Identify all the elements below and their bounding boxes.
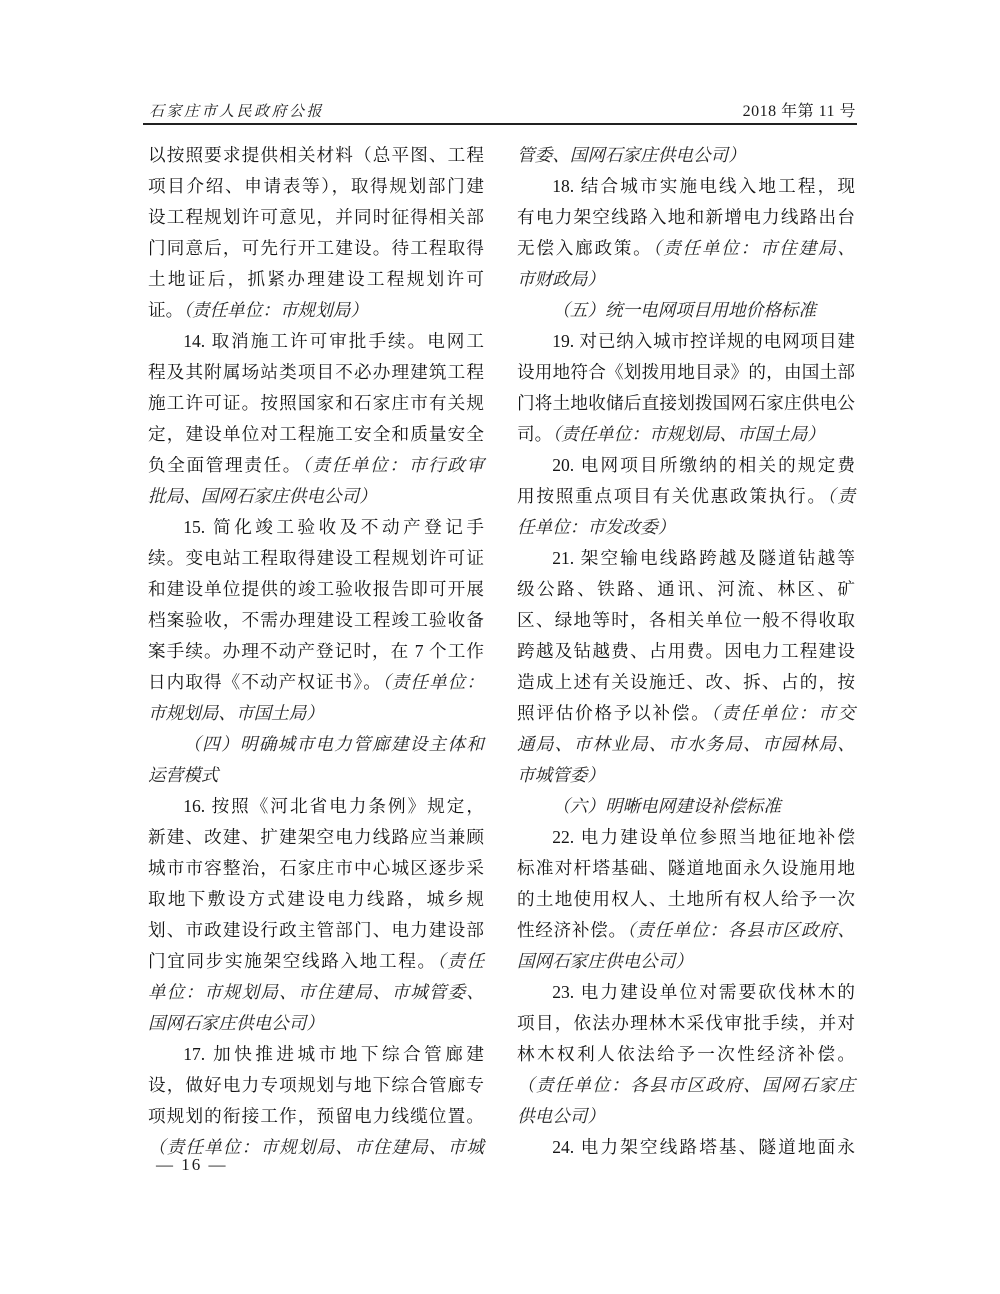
text-run: 的土地使用权人、土地所有权人给予一次 [517,889,855,909]
text-line [148,295,484,326]
text-line [517,1008,855,1039]
text-run: 16. 按照《河北省电力条例》规定， [183,796,484,816]
text-run: 19. 对已纳入城市控详规的电网项目建 [552,331,855,351]
text-line [517,171,855,202]
text-run-kai: （责任单位：市规划局） [183,300,368,320]
text-run: 司。 [517,424,553,444]
text-run: 设工程规划许可意见，并同时征得相关部 [148,207,484,227]
text-run-kai: （责任单位：市住建局、 [652,238,855,258]
text-run-kai: 单位：市规划局、市住建局、市城管委、 [148,982,484,1002]
text-run: 无偿入廊政策。 [517,238,653,258]
text-run-kai: 国网石家庄供电公司） [148,1013,324,1033]
text-run: 级公路、铁路、通讯、河流、林区、矿 [517,579,855,599]
text-line [517,202,855,233]
text-line [148,698,484,729]
text-run: 设，做好电力专项规划与地下综合管廊专 [148,1075,484,1095]
text-line [148,171,484,202]
text-line [517,946,855,977]
text-line [148,450,484,481]
text-run-kai: （责任单位：市行政审 [301,455,484,475]
text-run-kai: （责任单位：各县市区政府、 [626,920,855,940]
text-line [517,822,855,853]
text-column-left [148,140,484,1163]
text-line [148,543,484,574]
page-header [149,98,856,121]
page-number: — 16 — [156,1155,228,1174]
text-line [148,233,484,264]
page-footer [156,1149,228,1180]
text-line [148,853,484,884]
text-run-kai: （五）统一电网项目用地价格标准 [552,300,817,320]
text-run-kai: 市规划局、市国土局） [148,703,324,723]
text-run-kai: 运营模式 [148,765,219,785]
text-line [148,202,484,233]
text-run-kai: 批局、国网石家庄供电公司） [148,486,377,506]
text-run-kai: 任单位：市发改委） [517,517,676,537]
text-run: 区、绿地等时，各相关单位一般不得收取 [517,610,855,630]
text-run: 日内取得《不动产权证书》。 [148,672,382,692]
text-run: 取地下敷设方式建设电力线路，城乡规 [148,889,484,909]
text-line [148,760,484,791]
text-run: 城市市容整治，石家庄市中心城区逐步采 [148,858,484,878]
text-line [148,357,484,388]
text-run: 林木权利人依法给予一次性经济补偿。 [517,1044,855,1064]
text-line [517,543,855,574]
text-run: 施工许可证。按照国家和石家庄市有关规 [148,393,484,413]
text-line [148,264,484,295]
text-line [517,357,855,388]
text-column-right [517,140,855,1163]
text-line [148,605,484,636]
text-line [517,450,855,481]
text-line [148,1008,484,1039]
text-run: 证。 [148,300,184,320]
text-line [148,946,484,977]
text-run: 定，建设单位对工程施工安全和质量安全 [148,424,484,444]
text-line [517,481,855,512]
text-run: 和建设单位提供的竣工验收报告即可开展 [148,579,484,599]
text-line [148,977,484,1008]
text-line [148,512,484,543]
text-run-kai: （责 [826,486,855,506]
gazette-title: 石家庄市人民政府公报 [149,104,325,120]
text-run-kai: （责任单位：市交 [710,703,855,723]
text-run: 项目介绍、申请表等），取得规划部门建 [148,176,484,196]
text-run: 程及其附属场站类项目不必办理建筑工程 [148,362,484,382]
text-line [517,729,855,760]
issue-label: 2018 年第 11 号 [742,103,856,120]
text-line [517,233,855,264]
text-line [148,140,484,171]
text-run: 续。变电站工程取得建设工程规划许可证 [148,548,484,568]
text-run-kai: （责任单位：市规划局、市国土局） [552,424,825,444]
text-run: 土地证后，抓紧办理建设工程规划许可 [148,269,484,289]
text-run-kai: （责任单位：各县市区政府、国网石家庄 [517,1075,855,1095]
text-run: 23. 电力建设单位对需要砍伐林木的 [552,982,855,1002]
text-run-kai: （责任单位： [381,672,485,692]
text-line [148,1039,484,1070]
text-line [517,388,855,419]
text-run: 跨越及钻越费、占用费。因电力工程建设 [517,641,855,661]
text-line [148,636,484,667]
text-run: 项规划的衔接工作，预留电力线缆位置。 [148,1106,484,1126]
text-run: 14. 取消施工许可审批手续。电网工 [183,331,484,351]
text-line [517,512,855,543]
text-line [517,853,855,884]
text-run: 15. 简化竣工验收及不动产登记手 [183,517,484,537]
text-run: 负全面管理责任。 [148,455,302,475]
text-line [517,1039,855,1070]
text-line [517,140,855,171]
text-line [148,326,484,357]
text-line [517,605,855,636]
text-line [517,636,855,667]
text-line [517,1132,855,1163]
text-line [517,419,855,450]
text-run: 有电力架空线路入地和新增电力线路出台 [517,207,855,227]
text-line [517,698,855,729]
text-run-kai: （六）明晰电网建设补偿标准 [552,796,781,816]
text-line [148,419,484,450]
text-run: 标准对杆塔基础、隧道地面永久设施用地 [517,858,855,878]
text-line [517,264,855,295]
text-line [517,326,855,357]
text-line [517,884,855,915]
text-run-kai: （四）明确城市电力管廊建设主体和 [183,734,484,754]
text-line [517,295,855,326]
text-run: 门将土地收储后直接划拨国网石家庄供电公 [517,393,855,413]
text-line [148,667,484,698]
text-line [148,388,484,419]
text-run: 照评估价格予以补偿。 [517,703,711,723]
text-line [517,667,855,698]
header-rule [143,123,857,125]
text-run: 新建、改建、扩建架空电力线路应当兼顾 [148,827,484,847]
text-run: 划、市政建设行政主管部门、电力建设部 [148,920,484,940]
text-line [517,760,855,791]
text-line [148,729,484,760]
text-line [148,822,484,853]
text-run-kai: 管委、国网石家庄供电公司） [517,145,746,165]
text-line [517,915,855,946]
text-run: 20. 电网项目所缴纳的相关的规定费 [552,455,855,475]
text-line [517,977,855,1008]
text-line [517,1101,855,1132]
text-line [148,884,484,915]
text-line [517,791,855,822]
text-run-kai: 供电公司） [517,1106,605,1126]
text-run: 24. 电力架空线路塔基、隧道地面永 [552,1137,855,1157]
text-run: 17. 加快推进城市地下综合管廊建 [183,1044,484,1064]
text-run-kai: 市城管委） [517,765,605,785]
text-run: 项目，依法办理林木采伐审批手续，并对 [517,1013,855,1033]
text-run: 用按照重点项目有关优惠政策执行。 [517,486,827,506]
text-run-kai: （责任单位：市规划局、市住建局、市城 [148,1137,484,1157]
text-run: 22. 电力建设单位参照当地征地补偿 [552,827,855,847]
text-line [517,1070,855,1101]
text-run: 21. 架空输电线路跨越及隧道钻越等 [552,548,855,568]
text-run: 以按照要求提供相关材料（总平图、工程 [148,145,484,165]
text-run: 档案验收，不需办理建设工程竣工验收备 [148,610,484,630]
text-line [517,574,855,605]
text-line [148,481,484,512]
text-run-kai: （责任 [436,951,484,971]
text-line [148,1101,484,1132]
text-run-kai: 市财政局） [517,269,605,289]
text-run-kai: 通局、市林业局、市水务局、市园林局、 [517,734,855,754]
text-line [148,1070,484,1101]
text-run: 门宜同步实施架空线路入地工程。 [148,951,437,971]
text-run-kai: 国网石家庄供电公司） [517,951,693,971]
text-line [148,574,484,605]
text-run: 设用地符合《划拨用地目录》的，由国土部 [517,362,855,382]
text-line [148,915,484,946]
text-run: 案手续。办理不动产登记时，在 7 个工作 [148,641,484,661]
text-line [148,791,484,822]
text-run: 性经济补偿。 [517,920,627,940]
text-run: 造成上述有关设施迁、改、拆、占的，按 [517,672,855,692]
text-run: 门同意后，可先行开工建设。待工程取得 [148,238,484,258]
text-run: 18. 结合城市实施电线入地工程，现 [552,176,855,196]
